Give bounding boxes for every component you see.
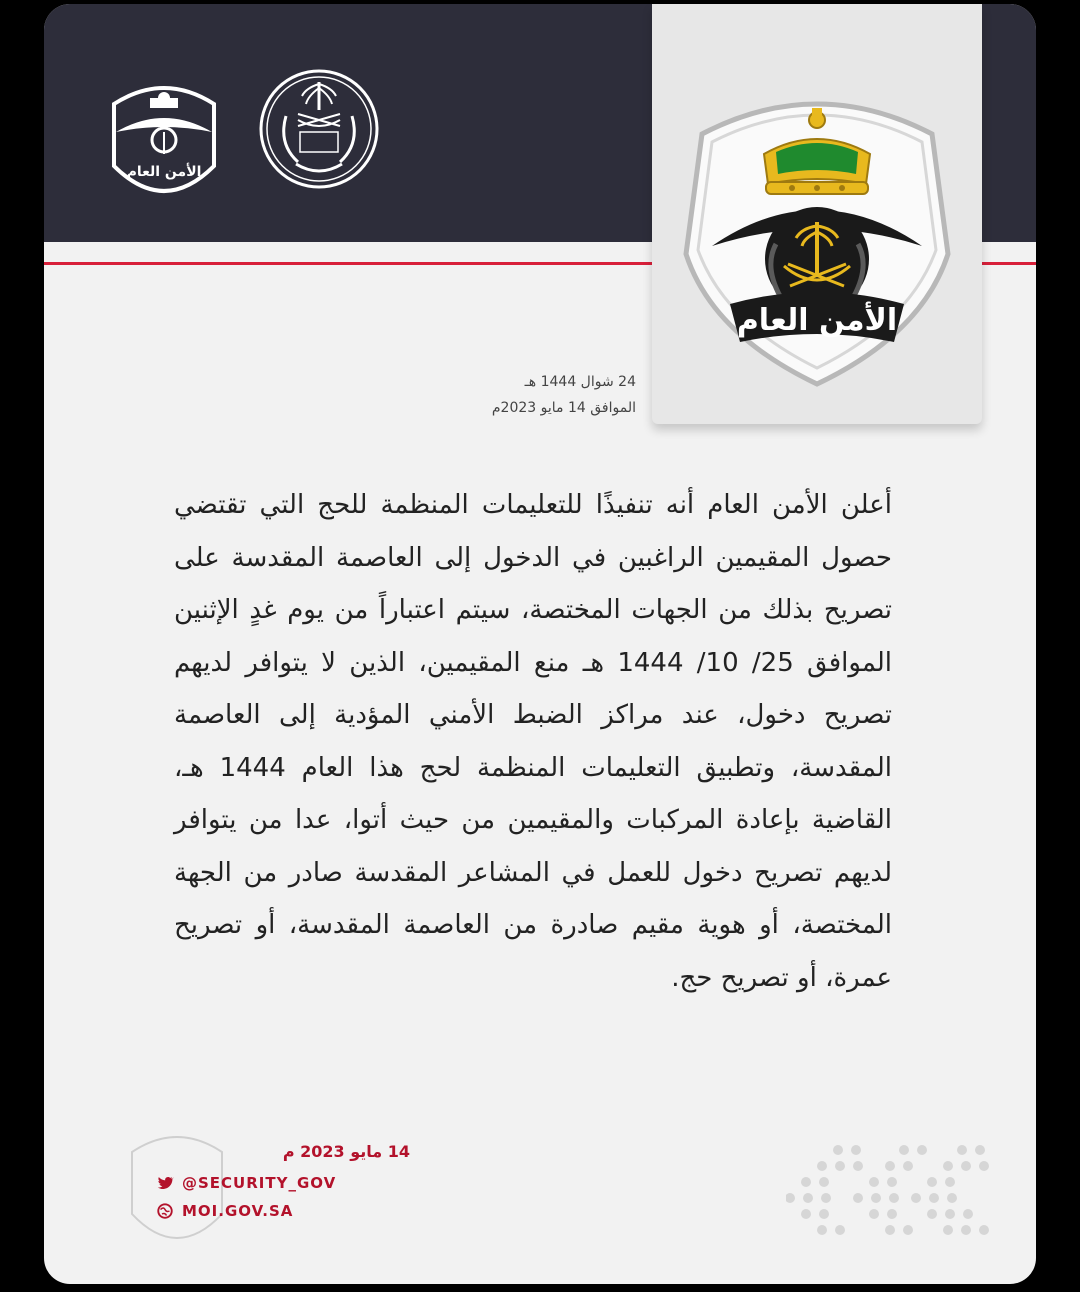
footer-date: 14 مايو 2023 م <box>282 1142 410 1161</box>
text-line: المختصة، سيتم اعتباراً من يوم غدٍ الإثنين الموافق <box>174 595 892 678</box>
text-line: إلى العاصمة المقدسة، وتطبيق التعليمات المنظمة <box>174 700 892 783</box>
hijri-date: 24 شوال 1444 هـ <box>524 374 636 390</box>
website-link[interactable] <box>156 1202 293 1220</box>
twitter-handle: @SECURITY_GOV <box>182 1174 337 1192</box>
badge-small-text: الأمن العام <box>126 164 202 180</box>
text-line: لحج هذا العام 1444 هـ، القاضية بإعادة المركبات <box>174 752 892 835</box>
text-line: والمقيمين من حيث أتوا، عدا من يتوافر لديهم تصريح <box>174 805 892 888</box>
dot-pattern-decoration <box>786 1140 1006 1250</box>
issue-dates <box>492 369 636 421</box>
public-security-badge-icon <box>96 74 232 214</box>
text-line: إلى العاصمة المقدسة على تصريح بذلك من الجهات <box>174 542 893 625</box>
text-line: لديهم تصريح دخول، عند مراكز الضبط الأمني المؤدية <box>174 647 892 730</box>
twitter-icon <box>156 1174 174 1192</box>
footer-badge-outline-icon <box>122 1122 232 1262</box>
announcement-card <box>44 4 1036 1284</box>
text-line: 25/ 10/ 1444 هـ منع المقيمين، الذين لا يتوافر <box>245 647 794 678</box>
main-logo-text: الأمن العام <box>736 303 898 338</box>
footer <box>122 1122 442 1262</box>
text-line: التي تقتضي حصول المقيمين الراغبين في الدخول <box>174 490 893 573</box>
twitter-link[interactable] <box>156 1174 336 1192</box>
ministry-of-interior-emblem-icon <box>256 66 382 192</box>
globe-icon <box>156 1202 174 1220</box>
main-logo-panel <box>652 4 982 424</box>
text-line: دخول للعمل في المشاعر المقدسة صادر من الجهة <box>174 857 743 888</box>
text-line: المقدسة، أو تصريح عمرة، أو تصريح حج. <box>174 910 892 993</box>
public-security-badge-icon <box>652 4 982 424</box>
announcement-text <box>174 479 892 1004</box>
text-line: المختصة، أو هوية مقيم صادرة من العاصمة <box>403 910 893 940</box>
text-line: أعلن الأمن العام أنه تنفيذًا للتعليمات المنظمة للحج <box>317 490 892 520</box>
website-url: MOI.GOV.SA <box>182 1202 294 1220</box>
gregorian-date: الموافق 14 مايو 2023م <box>491 400 636 416</box>
